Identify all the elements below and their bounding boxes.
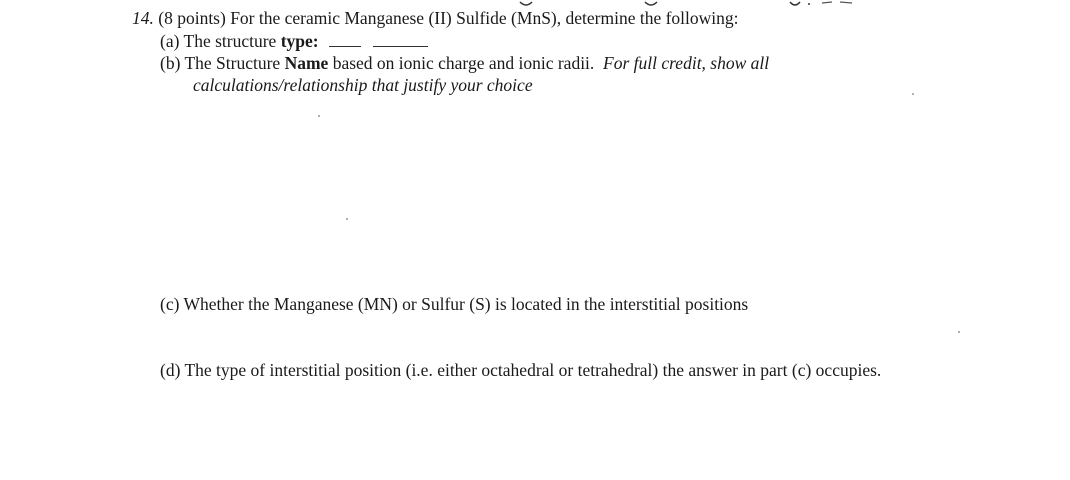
part-b: [160, 53, 769, 73]
answer-blank-2[interactable]: [373, 32, 428, 47]
part-d-text: The type of interstitial position (i.e. either octahedral or tetrahedral) the answer in part (c) occupies.: [184, 360, 882, 380]
part-b-text-after: based on ionic charge and ionic radii.: [332, 53, 595, 73]
part-a-colon: :: [312, 31, 319, 51]
part-d: [160, 360, 881, 380]
part-a-label: (a): [160, 31, 180, 51]
part-c-label: (c): [160, 294, 180, 314]
answer-blank-1[interactable]: [329, 32, 361, 47]
question-intro: (8 points) For the ceramic Manganese (II) Sulfide (MnS), determine the following:: [158, 8, 739, 28]
part-b-bold-word: Name: [284, 53, 329, 73]
question-number: 14.: [132, 8, 154, 28]
part-a-bold-word: type: [280, 31, 313, 51]
part-b-italic-note-line2: calculations/relationship that justify your choice: [193, 75, 533, 95]
part-c: [160, 294, 748, 314]
part-b-label: (b): [160, 53, 181, 73]
part-a-text: The structure: [183, 31, 277, 51]
question-header: [132, 8, 739, 28]
scan-speck: [346, 218, 348, 220]
part-a: [160, 31, 428, 51]
part-b-italic-note: For full credit, show all: [603, 53, 770, 73]
scan-speck: [912, 93, 914, 95]
scan-speck: [318, 115, 320, 117]
part-c-text: Whether the Manganese (MN) or Sulfur (S) is located in the interstitial positions: [183, 294, 749, 314]
scan-speck: [958, 331, 960, 333]
part-b-text: The Structure: [184, 53, 281, 73]
part-d-label: (d): [160, 360, 181, 380]
